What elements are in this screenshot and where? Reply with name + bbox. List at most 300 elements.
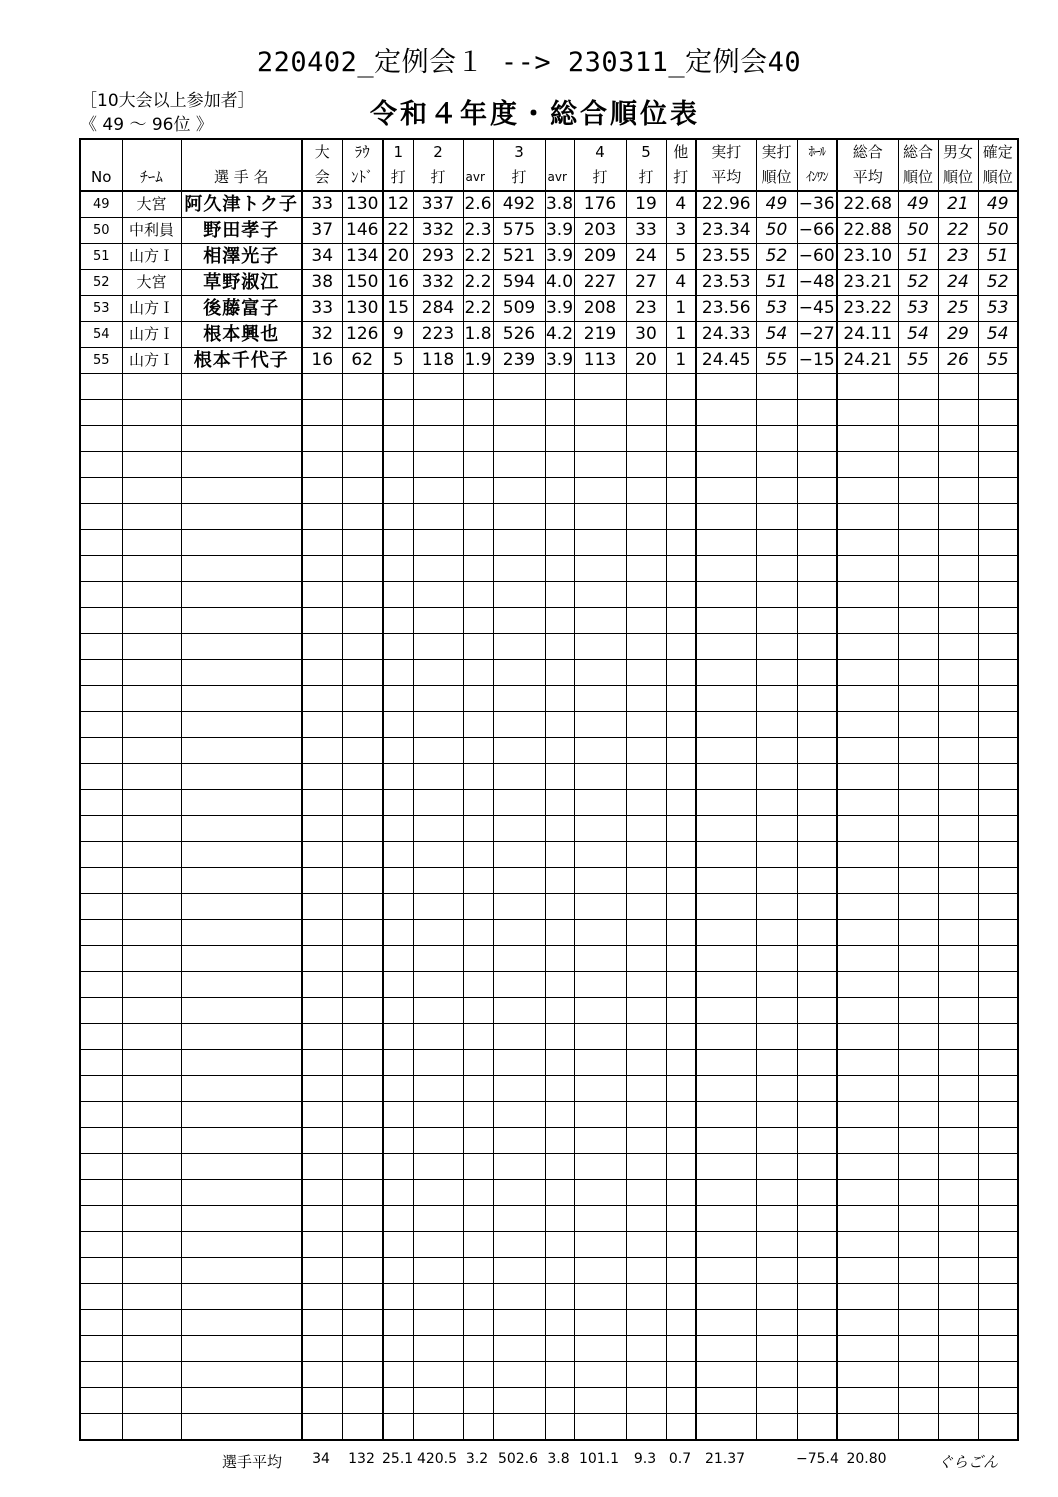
table-cell	[666, 530, 696, 556]
table-cell	[181, 1362, 302, 1388]
table-cell	[837, 1076, 898, 1102]
table-cell	[898, 374, 938, 400]
table-cell	[413, 530, 463, 556]
table-cell	[574, 894, 626, 920]
table-cell	[302, 738, 342, 764]
header-cell: 選 手 名	[181, 165, 302, 191]
table-cell	[938, 1362, 978, 1388]
table-cell	[797, 530, 837, 556]
table-cell	[302, 478, 342, 504]
table-cell	[797, 972, 837, 998]
table-cell	[696, 920, 756, 946]
header-cell: 会	[302, 165, 342, 191]
empty-row	[80, 842, 1018, 868]
table-cell: 12	[383, 191, 413, 218]
empty-row	[80, 1362, 1018, 1388]
table-cell	[938, 790, 978, 816]
table-cell	[545, 1102, 574, 1128]
table-cell	[80, 686, 122, 712]
table-cell	[545, 1024, 574, 1050]
table-cell	[626, 764, 666, 790]
table-cell	[80, 1336, 122, 1362]
table-cell	[837, 1050, 898, 1076]
table-cell	[837, 712, 898, 738]
table-cell	[493, 1258, 545, 1284]
empty-row	[80, 1154, 1018, 1180]
table-cell	[181, 816, 302, 842]
table-cell	[342, 738, 383, 764]
table-cell	[938, 400, 978, 426]
header-cell: 順位	[756, 165, 797, 191]
table-cell	[463, 946, 493, 972]
table-cell	[383, 1284, 413, 1310]
table-cell	[302, 998, 342, 1024]
header-cell: avr	[545, 165, 574, 191]
table-cell	[463, 426, 493, 452]
table-cell: −60	[797, 244, 837, 270]
table-cell	[756, 1284, 797, 1310]
table-cell: 24.33	[696, 322, 756, 348]
table-cell	[342, 556, 383, 582]
table-cell	[797, 1258, 837, 1284]
table-cell	[626, 608, 666, 634]
table-cell	[898, 608, 938, 634]
table-cell	[413, 868, 463, 894]
table-cell	[756, 842, 797, 868]
footer-average-value: 0.7	[668, 1451, 692, 1467]
table-cell	[463, 712, 493, 738]
table-cell	[666, 946, 696, 972]
table-cell	[545, 1336, 574, 1362]
table-cell	[302, 686, 342, 712]
table-cell	[696, 1362, 756, 1388]
table-cell	[666, 1076, 696, 1102]
table-cell	[666, 1206, 696, 1232]
table-cell	[938, 920, 978, 946]
table-cell	[383, 1154, 413, 1180]
table-cell	[342, 972, 383, 998]
player-row	[80, 348, 1018, 374]
table-cell	[898, 1414, 938, 1441]
empty-row	[80, 426, 1018, 452]
table-cell	[797, 426, 837, 452]
table-cell	[181, 1128, 302, 1154]
table-cell	[493, 816, 545, 842]
table-cell	[626, 894, 666, 920]
table-cell	[666, 634, 696, 660]
table-cell	[493, 1102, 545, 1128]
table-cell	[342, 998, 383, 1024]
table-cell	[666, 504, 696, 530]
table-cell	[181, 1414, 302, 1441]
table-cell	[898, 1076, 938, 1102]
table-cell	[413, 816, 463, 842]
table-cell	[978, 764, 1018, 790]
table-cell	[302, 1232, 342, 1258]
table-cell	[302, 1388, 342, 1414]
table-cell	[696, 556, 756, 582]
table-cell	[837, 1232, 898, 1258]
table-cell	[80, 582, 122, 608]
table-cell	[626, 842, 666, 868]
table-cell: 27	[626, 270, 666, 296]
table-cell	[122, 1024, 181, 1050]
table-cell	[493, 738, 545, 764]
header-cell: 順位	[898, 165, 938, 191]
table-cell	[463, 920, 493, 946]
table-cell	[302, 582, 342, 608]
table-cell	[696, 842, 756, 868]
table-cell	[756, 1362, 797, 1388]
table-cell	[181, 1154, 302, 1180]
table-cell	[898, 426, 938, 452]
table-cell	[574, 1102, 626, 1128]
table-cell: 2.3	[463, 218, 493, 244]
table-cell	[302, 426, 342, 452]
table-cell	[122, 1388, 181, 1414]
table-cell	[545, 946, 574, 972]
table-cell: 24.21	[837, 348, 898, 374]
table-cell	[80, 972, 122, 998]
table-cell	[696, 972, 756, 998]
table-cell	[383, 686, 413, 712]
table-cell	[797, 816, 837, 842]
table-cell	[666, 764, 696, 790]
table-cell	[383, 478, 413, 504]
table-cell	[756, 1232, 797, 1258]
table-cell	[122, 764, 181, 790]
table-cell	[463, 998, 493, 1024]
table-cell: 1	[666, 296, 696, 322]
table-cell	[545, 556, 574, 582]
table-cell	[302, 1102, 342, 1128]
table-cell: 176	[574, 191, 626, 218]
empty-row	[80, 1310, 1018, 1336]
table-cell	[696, 400, 756, 426]
header-cell: avr	[463, 165, 493, 191]
table-cell	[545, 660, 574, 686]
table-cell	[383, 790, 413, 816]
table-cell	[413, 504, 463, 530]
table-cell	[574, 1076, 626, 1102]
table-cell	[756, 530, 797, 556]
table-cell	[302, 972, 342, 998]
header-cell: 打	[666, 165, 696, 191]
table-cell	[181, 582, 302, 608]
table-cell	[666, 790, 696, 816]
table-cell	[122, 530, 181, 556]
table-cell: 52	[80, 270, 122, 296]
table-cell	[463, 1024, 493, 1050]
table-cell: 49	[80, 191, 122, 218]
table-cell	[898, 842, 938, 868]
table-cell	[80, 1414, 122, 1441]
table-cell	[342, 686, 383, 712]
table-cell	[756, 660, 797, 686]
table-cell	[342, 530, 383, 556]
table-cell	[342, 660, 383, 686]
table-cell	[413, 946, 463, 972]
header-cell: 打	[493, 165, 545, 191]
footer-average-value: 132	[348, 1451, 375, 1467]
table-cell	[302, 608, 342, 634]
table-cell: 草野淑江	[181, 270, 302, 296]
table-cell	[545, 1076, 574, 1102]
table-cell: 209	[574, 244, 626, 270]
table-cell	[797, 374, 837, 400]
table-cell	[545, 972, 574, 998]
table-cell	[302, 868, 342, 894]
table-cell	[666, 478, 696, 504]
table-cell	[413, 556, 463, 582]
table-cell	[545, 426, 574, 452]
table-cell	[463, 868, 493, 894]
table-cell	[626, 946, 666, 972]
table-cell	[696, 1258, 756, 1284]
table-cell	[756, 972, 797, 998]
table-cell	[938, 1310, 978, 1336]
table-cell: 23.22	[837, 296, 898, 322]
table-cell	[383, 1310, 413, 1336]
table-cell	[978, 426, 1018, 452]
table-cell: 21	[938, 191, 978, 218]
table-cell	[413, 972, 463, 998]
table-cell	[837, 1154, 898, 1180]
table-cell	[545, 530, 574, 556]
table-cell	[978, 1102, 1018, 1128]
table-cell	[756, 1258, 797, 1284]
header-cell: ﾝﾄﾞ	[342, 165, 383, 191]
header-cell: ﾗｳ	[342, 139, 383, 165]
header-cell	[545, 139, 574, 165]
table-cell	[463, 660, 493, 686]
table-cell: 23.21	[837, 270, 898, 296]
table-cell	[898, 790, 938, 816]
footer-average-value: 3.8	[547, 1451, 570, 1467]
table-cell	[756, 816, 797, 842]
table-cell: 34	[302, 244, 342, 270]
table-cell	[898, 1206, 938, 1232]
table-cell	[626, 1050, 666, 1076]
table-cell	[122, 972, 181, 998]
table-cell	[463, 764, 493, 790]
table-cell	[898, 1388, 938, 1414]
table-cell: 3.8	[545, 191, 574, 218]
header-cell: 打	[383, 165, 413, 191]
table-cell	[978, 946, 1018, 972]
table-cell	[181, 1258, 302, 1284]
table-cell	[837, 998, 898, 1024]
table-cell: 19	[626, 191, 666, 218]
participant-note: ［10大会以上参加者］	[80, 91, 255, 111]
table-cell	[666, 842, 696, 868]
table-cell	[383, 1076, 413, 1102]
table-cell	[181, 374, 302, 400]
table-cell	[383, 1232, 413, 1258]
table-cell	[837, 1414, 898, 1441]
table-cell	[80, 790, 122, 816]
player-row	[80, 322, 1018, 348]
table-cell: −36	[797, 191, 837, 218]
table-cell	[626, 1232, 666, 1258]
header-row-bottom	[80, 165, 1018, 191]
table-cell	[383, 894, 413, 920]
table-cell	[122, 478, 181, 504]
table-cell	[978, 530, 1018, 556]
table-cell	[898, 686, 938, 712]
table-cell	[626, 582, 666, 608]
table-cell	[80, 998, 122, 1024]
table-cell	[626, 1284, 666, 1310]
table-cell	[493, 764, 545, 790]
table-cell	[696, 1076, 756, 1102]
table-cell	[898, 1232, 938, 1258]
table-cell	[574, 374, 626, 400]
table-cell	[493, 1024, 545, 1050]
table-cell	[302, 400, 342, 426]
table-cell: 20	[626, 348, 666, 374]
table-cell: 134	[342, 244, 383, 270]
table-cell	[696, 764, 756, 790]
table-cell	[696, 608, 756, 634]
table-cell	[978, 1284, 1018, 1310]
table-cell	[756, 452, 797, 478]
table-cell	[545, 894, 574, 920]
table-cell	[696, 452, 756, 478]
table-cell	[797, 452, 837, 478]
table-cell	[797, 1232, 837, 1258]
table-cell	[666, 1180, 696, 1206]
table-cell	[797, 582, 837, 608]
table-cell	[181, 634, 302, 660]
table-cell	[574, 608, 626, 634]
table-cell	[80, 894, 122, 920]
table-cell	[666, 374, 696, 400]
table-cell	[545, 1128, 574, 1154]
table-cell	[463, 582, 493, 608]
table-cell	[574, 920, 626, 946]
table-cell: 20	[383, 244, 413, 270]
table-cell	[666, 1258, 696, 1284]
table-cell: 33	[302, 191, 342, 218]
table-cell: 33	[626, 218, 666, 244]
table-cell	[898, 634, 938, 660]
table-cell	[545, 868, 574, 894]
table-cell	[181, 764, 302, 790]
table-cell: 55	[756, 348, 797, 374]
table-cell	[666, 582, 696, 608]
table-cell	[545, 712, 574, 738]
table-cell	[938, 1388, 978, 1414]
footer-average-value: 9.3	[633, 1451, 657, 1467]
table-cell	[626, 712, 666, 738]
table-cell	[797, 478, 837, 504]
table-cell	[574, 1258, 626, 1284]
table-cell	[666, 816, 696, 842]
table-cell	[122, 400, 181, 426]
empty-row	[80, 946, 1018, 972]
table-cell: 24	[938, 270, 978, 296]
table-cell	[463, 1388, 493, 1414]
table-cell: 521	[493, 244, 545, 270]
table-cell	[302, 1206, 342, 1232]
table-cell	[574, 1336, 626, 1362]
table-cell	[938, 478, 978, 504]
table-cell	[626, 660, 666, 686]
table-cell	[938, 1128, 978, 1154]
table-cell	[666, 920, 696, 946]
table-cell	[797, 1102, 837, 1128]
table-cell	[342, 504, 383, 530]
table-cell	[938, 1336, 978, 1362]
table-cell	[898, 400, 938, 426]
table-cell	[122, 1310, 181, 1336]
table-cell	[122, 1076, 181, 1102]
table-cell	[938, 1024, 978, 1050]
table-cell	[626, 1258, 666, 1284]
header-cell: 実打	[756, 139, 797, 165]
page-title: 220402_定例会１ --> 230311_定例会40	[256, 47, 802, 78]
table-cell	[978, 1128, 1018, 1154]
table-cell	[797, 1154, 837, 1180]
table-cell	[80, 946, 122, 972]
table-cell	[545, 504, 574, 530]
table-cell	[574, 1414, 626, 1441]
table-cell	[342, 426, 383, 452]
table-cell	[493, 998, 545, 1024]
table-cell	[978, 1362, 1018, 1388]
table-cell	[413, 1154, 463, 1180]
table-cell	[978, 1206, 1018, 1232]
empty-row	[80, 478, 1018, 504]
table-cell: 49	[898, 191, 938, 218]
table-cell	[342, 1232, 383, 1258]
table-cell	[383, 764, 413, 790]
table-cell	[463, 1414, 493, 1441]
table-cell	[493, 634, 545, 660]
table-cell: 208	[574, 296, 626, 322]
table-cell	[342, 1180, 383, 1206]
table-cell	[574, 1154, 626, 1180]
table-cell	[413, 1258, 463, 1284]
table-cell	[413, 1050, 463, 1076]
table-cell	[181, 660, 302, 686]
table-cell	[122, 920, 181, 946]
table-cell	[383, 972, 413, 998]
table-cell	[978, 712, 1018, 738]
table-cell: 23.34	[696, 218, 756, 244]
table-cell	[342, 1206, 383, 1232]
table-cell	[797, 764, 837, 790]
table-cell	[574, 686, 626, 712]
empty-row	[80, 1388, 1018, 1414]
table-cell	[342, 608, 383, 634]
table-cell	[837, 452, 898, 478]
table-cell	[545, 1414, 574, 1441]
table-cell	[181, 1076, 302, 1102]
table-cell	[493, 842, 545, 868]
table-cell	[756, 1388, 797, 1414]
table-cell	[797, 738, 837, 764]
table-cell	[797, 556, 837, 582]
table-cell	[80, 1362, 122, 1388]
table-cell: 根本興也	[181, 322, 302, 348]
table-cell: 130	[342, 296, 383, 322]
table-cell	[122, 608, 181, 634]
table-cell	[574, 400, 626, 426]
table-cell	[756, 608, 797, 634]
table-cell	[938, 764, 978, 790]
